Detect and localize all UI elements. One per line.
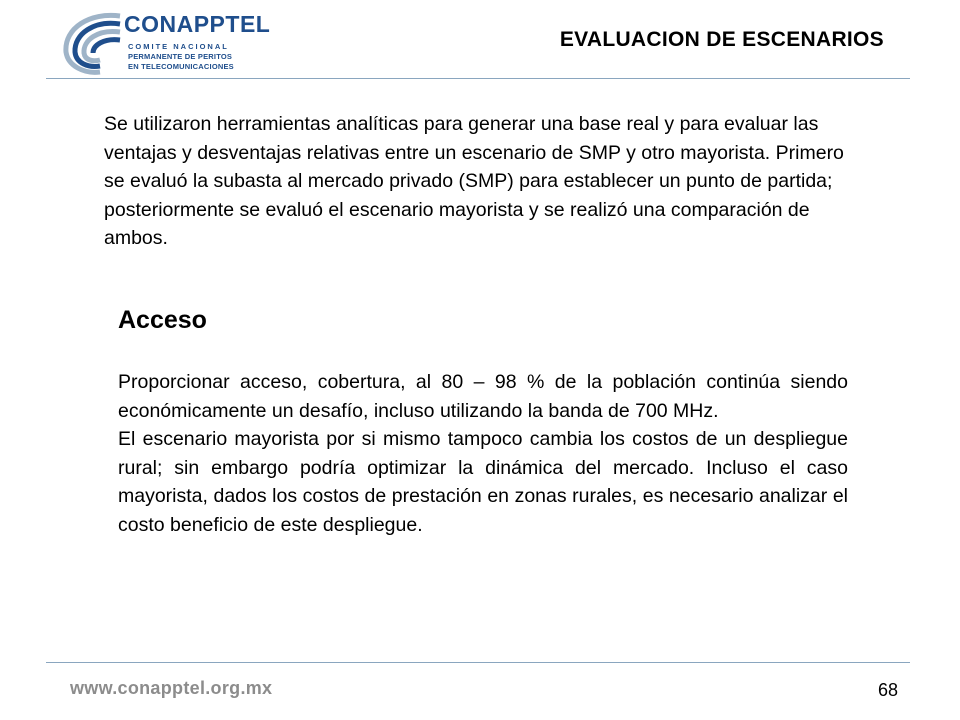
logo-subtitle-line2: PERMANENTE DE PERITOS [128,52,233,61]
slide-title: EVALUACION DE ESCENARIOS [559,28,884,51]
conapptel-emblem-icon [60,10,124,76]
section-body [118,368,848,540]
logo-subtitle-line3: EN TELECOMUNICACIONES [128,62,234,71]
section-heading: Acceso [118,306,207,334]
intro-paragraph: Se utilizaron herramientas analíticas para generar una base real y para evaluar las ventajas y desventajas relativas entre un escenario de SMP y otro mayorista. Primero se evaluó la subasta al mercado privado (SMP) para establecer un punto de partida; posteriormente se evaluó el escenario mayorista y se realizó una comparación de ambos. [104,113,844,250]
logo-name: CONAPPTEL [124,11,271,37]
body-paragraph: Proporcionar acceso, cobertura, al 80 – 98 % de la población continúa siendo económicamente un desafío, incluso utilizando la banda de 700 MHz. [118,371,848,422]
header-divider [46,78,910,79]
page-number: 68 [877,680,898,700]
footer-divider [46,662,910,663]
conapptel-logo [60,10,271,78]
body-paragraph: El escenario mayorista por si mismo tampoco cambia los costos de un despliegue rural; sin embargo podría optimizar la dinámica del mercado. Incluso el caso mayorista, dados los costos de prestación en zonas rurales, es necesario analizar el costo beneficio de este despliegue. [118,428,848,536]
footer-url: www.conapptel.org.mx [70,678,273,698]
logo-subtitle-line1: COMITE NACIONAL [128,42,229,51]
